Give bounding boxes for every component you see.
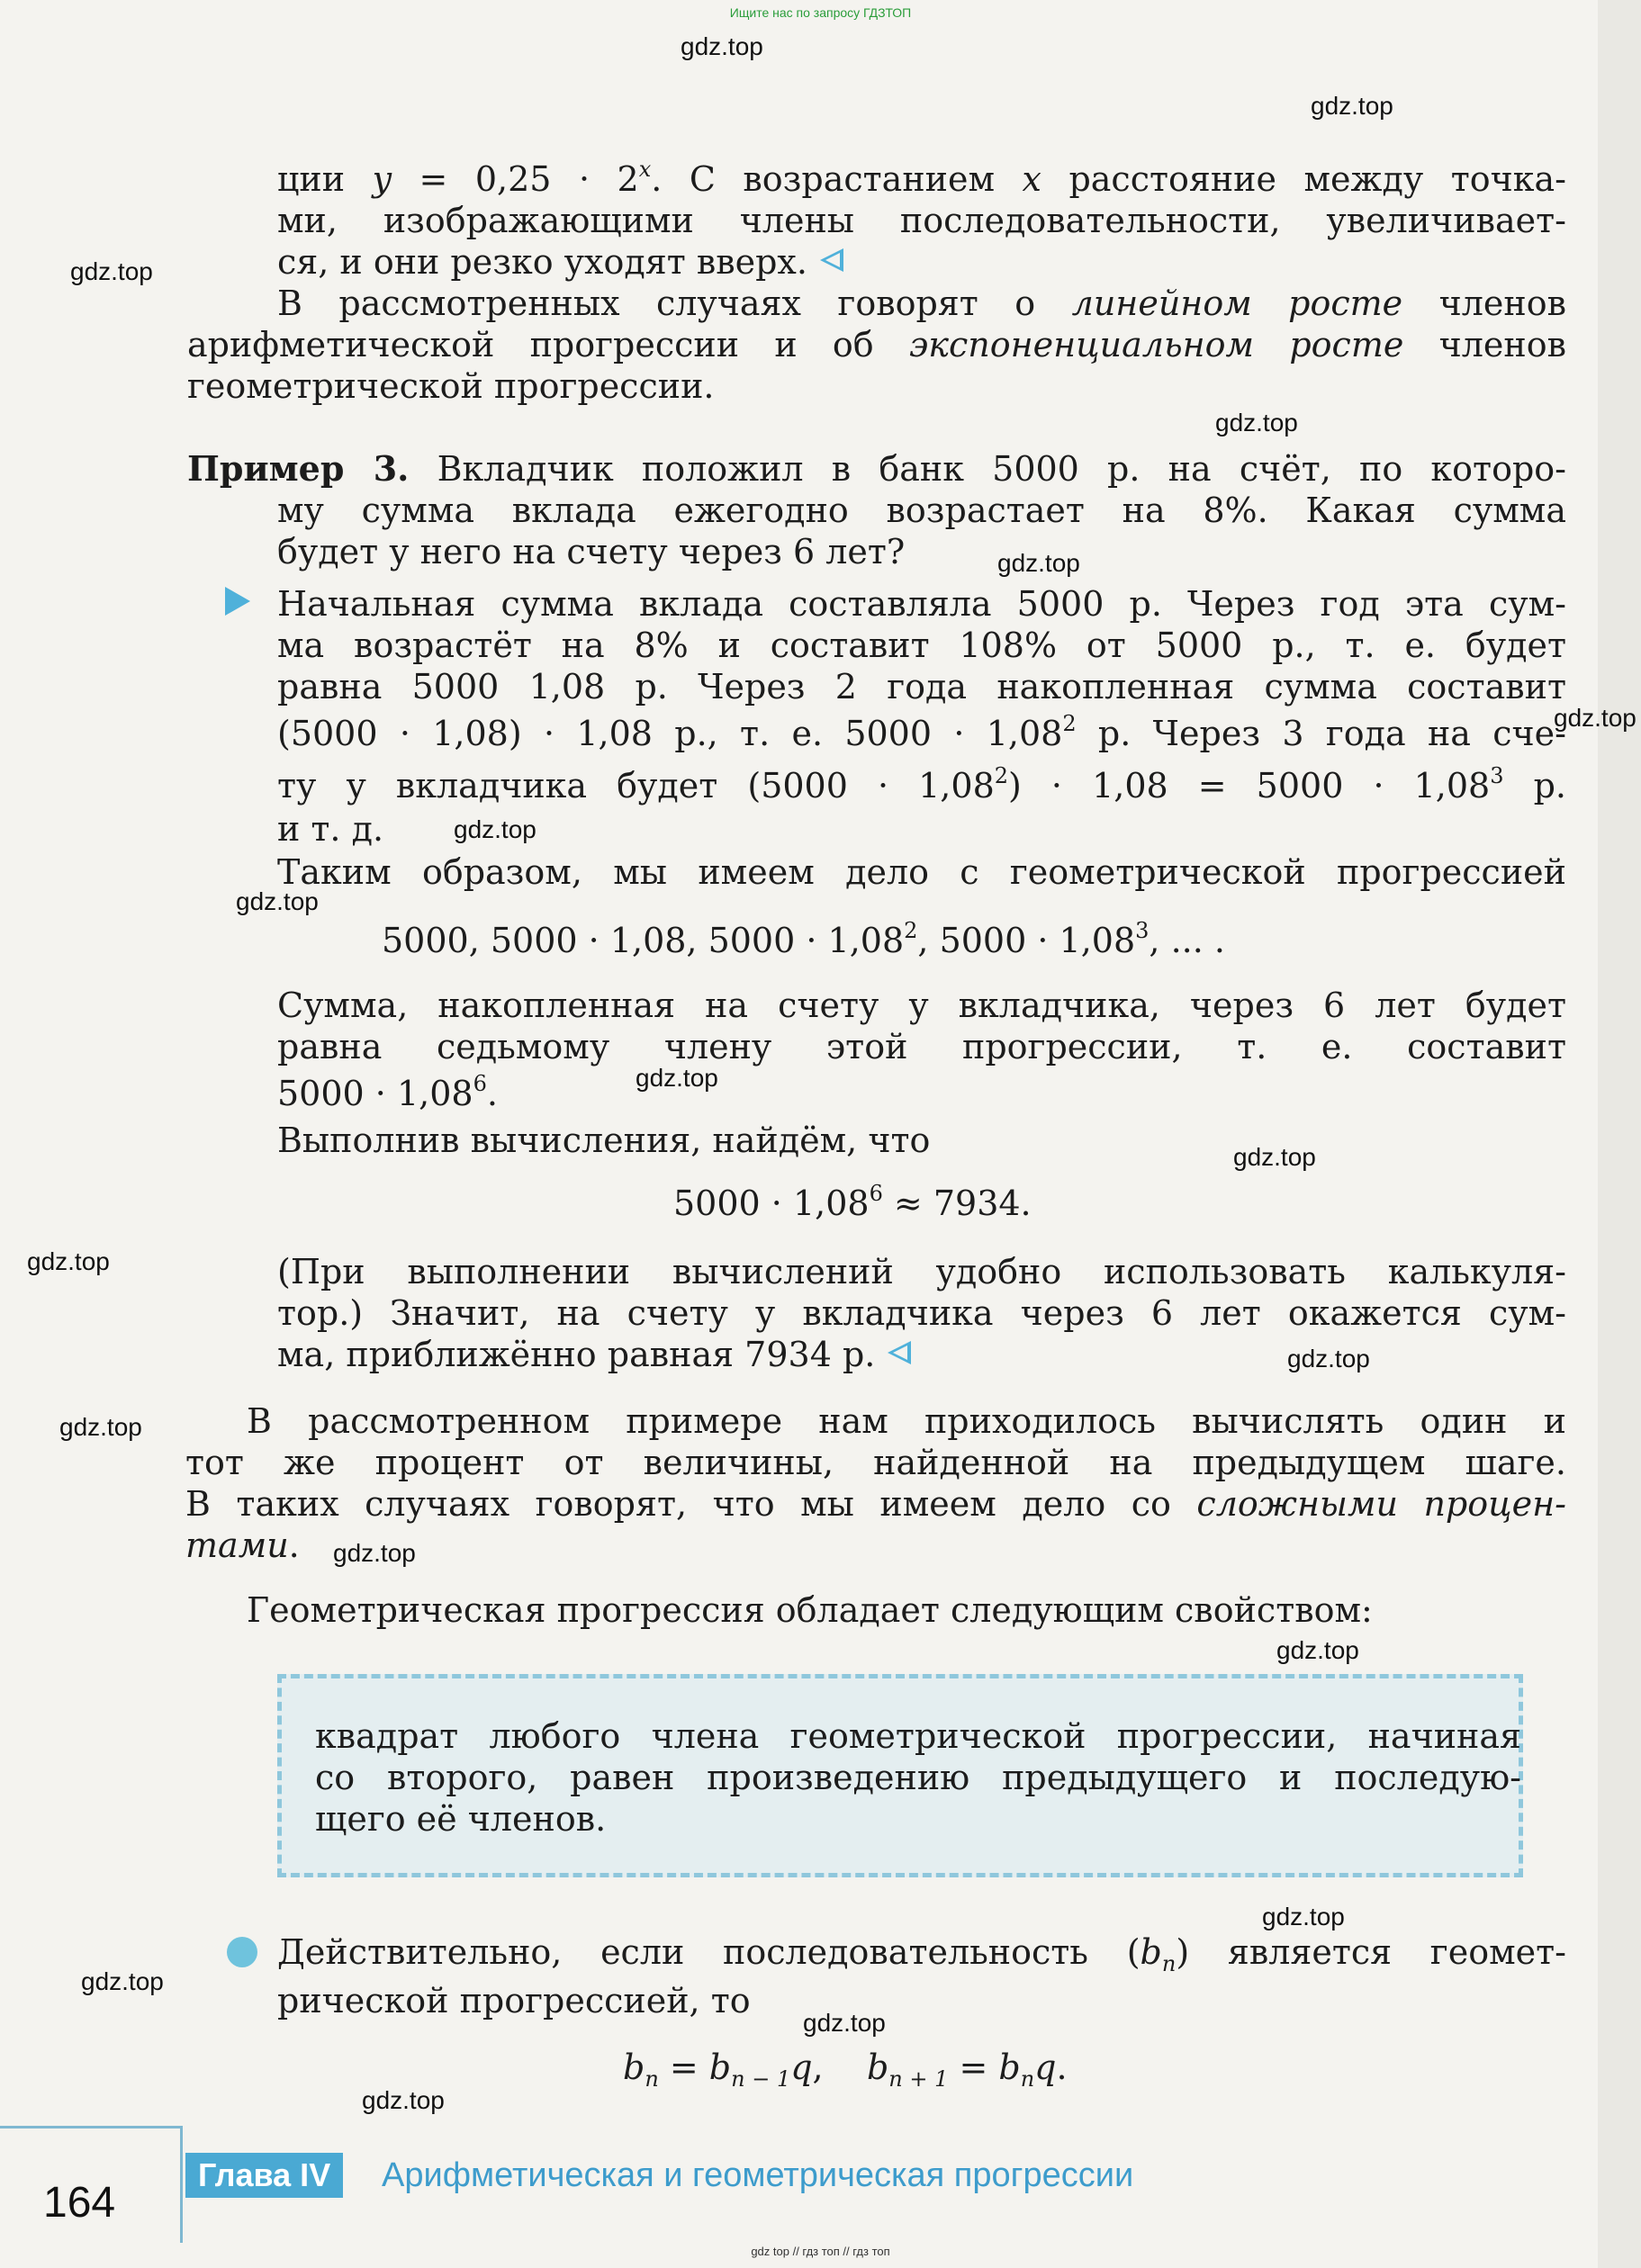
rule-text: щего её членов.: [315, 1799, 607, 1839]
text-line: Таким образом, мы имеем дело с геометрической прогрессией: [277, 852, 1566, 892]
solution-end-marker-icon: [888, 1341, 911, 1364]
text-line: тот же процент от величины, найденной на предыдущем шаге.: [185, 1443, 1566, 1482]
rule-text: со второго, равен произведению предыдущего и последую-: [315, 1758, 1521, 1797]
watermark: gdz.top: [997, 549, 1080, 577]
watermark: gdz.top: [333, 1539, 416, 1567]
formula-result: $5000 \cdot 1,08^6 \approx 7934$.: [673, 1181, 1032, 1223]
text-line: и т. д.: [277, 809, 384, 849]
chapter-title: Арифметическая и геометрическая прогрессии: [382, 2156, 1134, 2194]
watermark: gdz.top: [1276, 1636, 1359, 1664]
text-line: (5000 · 1,08) · 1,08 р., т. е. $5000 \cdot 1,08^2$ р. Через 3 года на сче-: [277, 711, 1566, 753]
watermark: gdz.top: [1311, 92, 1393, 120]
top-banner[interactable]: Ищите нас по запросу ГДЗТОП: [729, 5, 912, 20]
watermark: gdz.top: [1215, 409, 1298, 436]
watermark: gdz.top: [59, 1413, 142, 1441]
watermark: gdz.top: [1262, 1903, 1345, 1930]
solution-start-marker-icon: [225, 587, 250, 616]
example-heading: Пример 3. Вкладчик положил в банк 5000 р. на счёт, по которо-: [187, 448, 1567, 489]
text-line: геометрической прогрессии.: [187, 366, 715, 406]
text-line: тор.) Значит, на счету у вкладчика через 6 лет окажется сум-: [277, 1293, 1566, 1333]
page-number: 164: [43, 2179, 116, 2227]
page-edge: [1598, 0, 1641, 2268]
text-line: тами.: [185, 1526, 300, 1565]
footer-divider: [0, 2126, 180, 2128]
watermark: gdz.top: [27, 1247, 110, 1275]
text-line: Выполнив вычисления, найдём, что: [277, 1120, 931, 1160]
text-line: равна седьмому члену этой прогрессии, т. е. составит: [277, 1027, 1566, 1066]
footer-divider: [180, 2126, 183, 2243]
watermark: gdz.top: [681, 32, 763, 60]
watermark: gdz.top: [1233, 1143, 1316, 1171]
text-line: В рассмотренных случаях говорят о линейном росте членов: [277, 284, 1567, 323]
watermark: gdz.top: [81, 1967, 164, 1995]
text-line: ми, изображающими члены последовательности, увеличивает-: [277, 201, 1566, 240]
text-line: арифметической прогрессии и об экспоненциальном росте членов: [187, 325, 1566, 364]
watermark: gdz.top: [236, 887, 319, 915]
text-line: В рассмотренном примере нам приходилось вычислять один и: [247, 1401, 1566, 1441]
text-line: будет у него на счету через 6 лет?: [277, 532, 906, 572]
chapter-label: Глава IV: [185, 2153, 343, 2198]
rule-text: квадрат любого члена геометрической прогрессии, начиная: [315, 1716, 1521, 1756]
text-line: (При выполнении вычислений удобно использовать калькуля-: [277, 1252, 1566, 1292]
text-line: Сумма, накопленная на счету у вкладчика, через 6 лет будет: [277, 986, 1566, 1025]
formula-property: $b_n = b_{n - 1}q$, $b_{n + 1} = b_nq$.: [623, 2048, 1068, 2092]
text-line: равна 5000 1,08 р. Через 2 года накопленная сумма составит: [277, 667, 1566, 706]
watermark: gdz.top: [1287, 1345, 1370, 1372]
watermark: gdz.top: [454, 815, 536, 843]
text-line: ма, приближённо равная 7934 р.: [277, 1334, 1566, 1375]
text-line: ции $y = 0,25 \cdot 2^x$. С возрастанием x расстояние между точка-: [277, 157, 1567, 199]
bottom-banner[interactable]: gdz top // гдз топ // гдз топ: [751, 2245, 890, 2258]
text-line: ту у вкладчика будет $(5000 \cdot 1,08^2) \cdot 1,08 = 5000 \cdot 1,08^3$ р.: [277, 763, 1566, 806]
text-line: $5000 \cdot 1,08^6$.: [277, 1071, 498, 1113]
formula-sequence: 5000, 5000 · 1,08, $5000 \cdot 1,08^2$, $5000 \cdot 1,08^3$, ... .: [382, 918, 1225, 960]
watermark: gdz.top: [362, 2086, 445, 2114]
text-line: му сумма вклада ежегодно возрастает на 8%. Какая сумма: [277, 490, 1566, 530]
text-line: Действительно, если последовательность $(b_n)$ является геомет-: [277, 1932, 1566, 1976]
property-intro: Геометрическая прогрессия обладает следующим свойством:: [247, 1590, 1373, 1630]
text-line: В таких случаях говорят, что мы имеем дело со сложными процен-: [185, 1484, 1566, 1524]
watermark: gdz.top: [70, 257, 153, 285]
text-line: рической прогрессией, то: [277, 1981, 751, 2020]
solution-end-marker-icon: [820, 248, 843, 272]
text-line: ма возрастёт на 8% и составит 108% от 5000 р., т. е. будет: [277, 626, 1566, 665]
text-line: Начальная сумма вклада составляла 5000 р. Через год эта сум-: [277, 584, 1566, 624]
proof-start-marker-icon: [227, 1937, 257, 1967]
watermark: gdz.top: [1554, 704, 1636, 732]
watermark: gdz.top: [803, 2009, 886, 2037]
watermark: gdz.top: [636, 1064, 718, 1092]
text-line: ся, и они резко уходят вверх.: [277, 241, 1566, 283]
